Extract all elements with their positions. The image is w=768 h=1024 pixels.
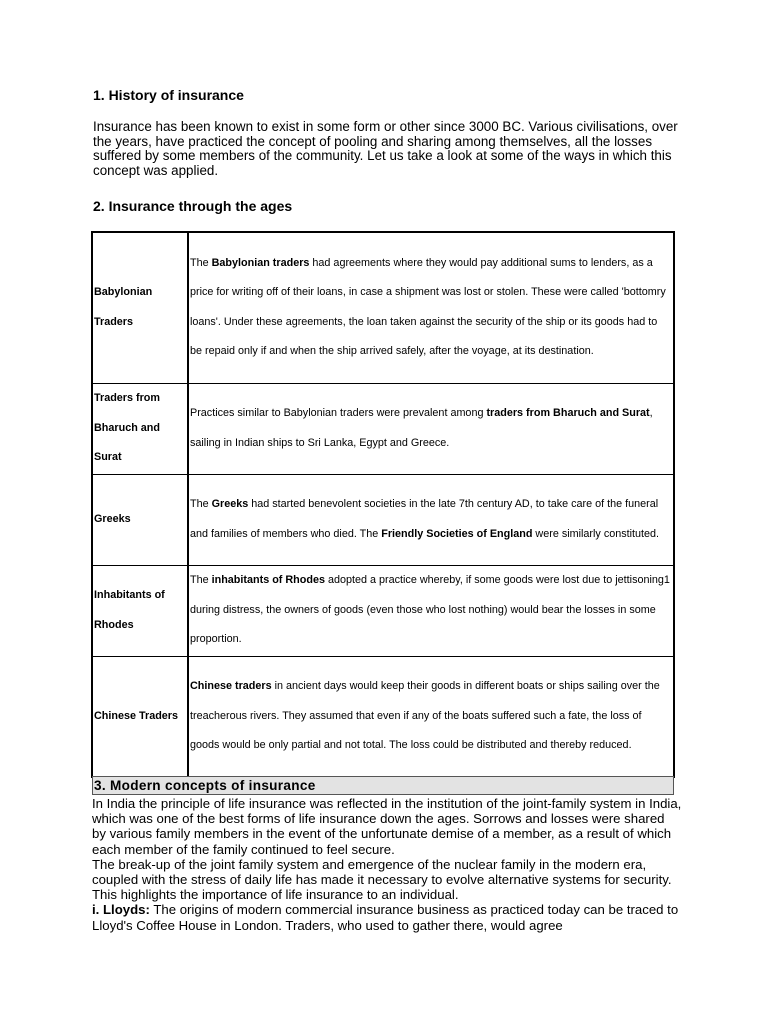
lloyds-text: The origins of modern commercial insurance business as practiced today can be traced to Lloyd's Coffee House in London. Traders, who used to gather there, would agree: [92, 902, 679, 933]
section-3-paragraph: The break-up of the joint family system and emergence of the nuclear family in the modern era, coupled with the stress of daily life has made it necessary to evolve alternative systems for security. This highlights the importance of life insurance to an individual.: [92, 856, 672, 903]
table-row: [92, 232, 674, 383]
row-name: Traders from Bharuch and Surat: [92, 383, 188, 474]
section-3-heading: 3. Modern concepts of insurance: [92, 776, 674, 795]
lloyds-paragraph: [92, 902, 682, 932]
section-2-heading: 2. Insurance through the ages: [93, 198, 293, 214]
row-name: Greeks: [92, 474, 188, 565]
row-name: Chinese Traders: [92, 656, 188, 777]
table-row: [92, 656, 674, 777]
section-3-paragraph: In India the principle of life insurance was reflected in the institution of the joint-family system in India, which was one of the best forms of life insurance down the ages. Sorrows and losses were shared by various family members in the event of the unfortunate demise of a member, as a result of which each member of the family continued to feel secure.: [92, 796, 682, 857]
row-description: The Greeks had started benevolent societies in the late 7th century AD, to take care of the funeral and families of members who died. The Friendly Societies of England were similarly constituted.: [188, 474, 674, 565]
row-description: Practices similar to Babylonian traders were prevalent among traders from Bharuch and Surat, sailing in Indian ships to Sri Lanka, Egypt and Greece.: [188, 383, 674, 474]
table-row: [92, 565, 674, 656]
section-3-body: [92, 796, 682, 933]
table-row: [92, 383, 674, 474]
section-1-heading: 1. History of insurance: [93, 87, 244, 103]
row-description: The inhabitants of Rhodes adopted a practice whereby, if some goods were lost due to jettisoning1 during distress, the owners of goods (even those who lost nothing) would bear the losses in some proportion.: [188, 565, 674, 656]
insurance-ages-table: [91, 231, 675, 778]
row-description: The Babylonian traders had agreements where they would pay additional sums to lenders, as a price for writing off of their loans, in case a shipment was lost or stolen. These were called 'bottomry loans'. Under these agreements, the loan taken against the security of the ship or its goods had to be repaid only if and when the ship arrived safely, after the voyage, at its destination.: [188, 232, 674, 383]
lloyds-label: i. Lloyds:: [92, 902, 150, 918]
row-name: Babylonian Traders: [92, 232, 188, 383]
row-description: Chinese traders in ancient days would keep their goods in different boats or ships sailing over the treacherous rivers. They assumed that even if any of the boats suffered such a fate, the loss of goods would be only partial and not total. The loss could be distributed and thereby reduced.: [188, 656, 674, 777]
row-name: Inhabitants of Rhodes: [92, 565, 188, 656]
table-row: [92, 474, 674, 565]
section-1-paragraph: Insurance has been known to exist in some form or other since 3000 BC. Various civilisations, over the years, have practiced the concept of pooling and sharing among themselves, all the losses suffered by some members of the community. Let us take a look at some of the ways in which this concept was applied.: [93, 119, 678, 178]
